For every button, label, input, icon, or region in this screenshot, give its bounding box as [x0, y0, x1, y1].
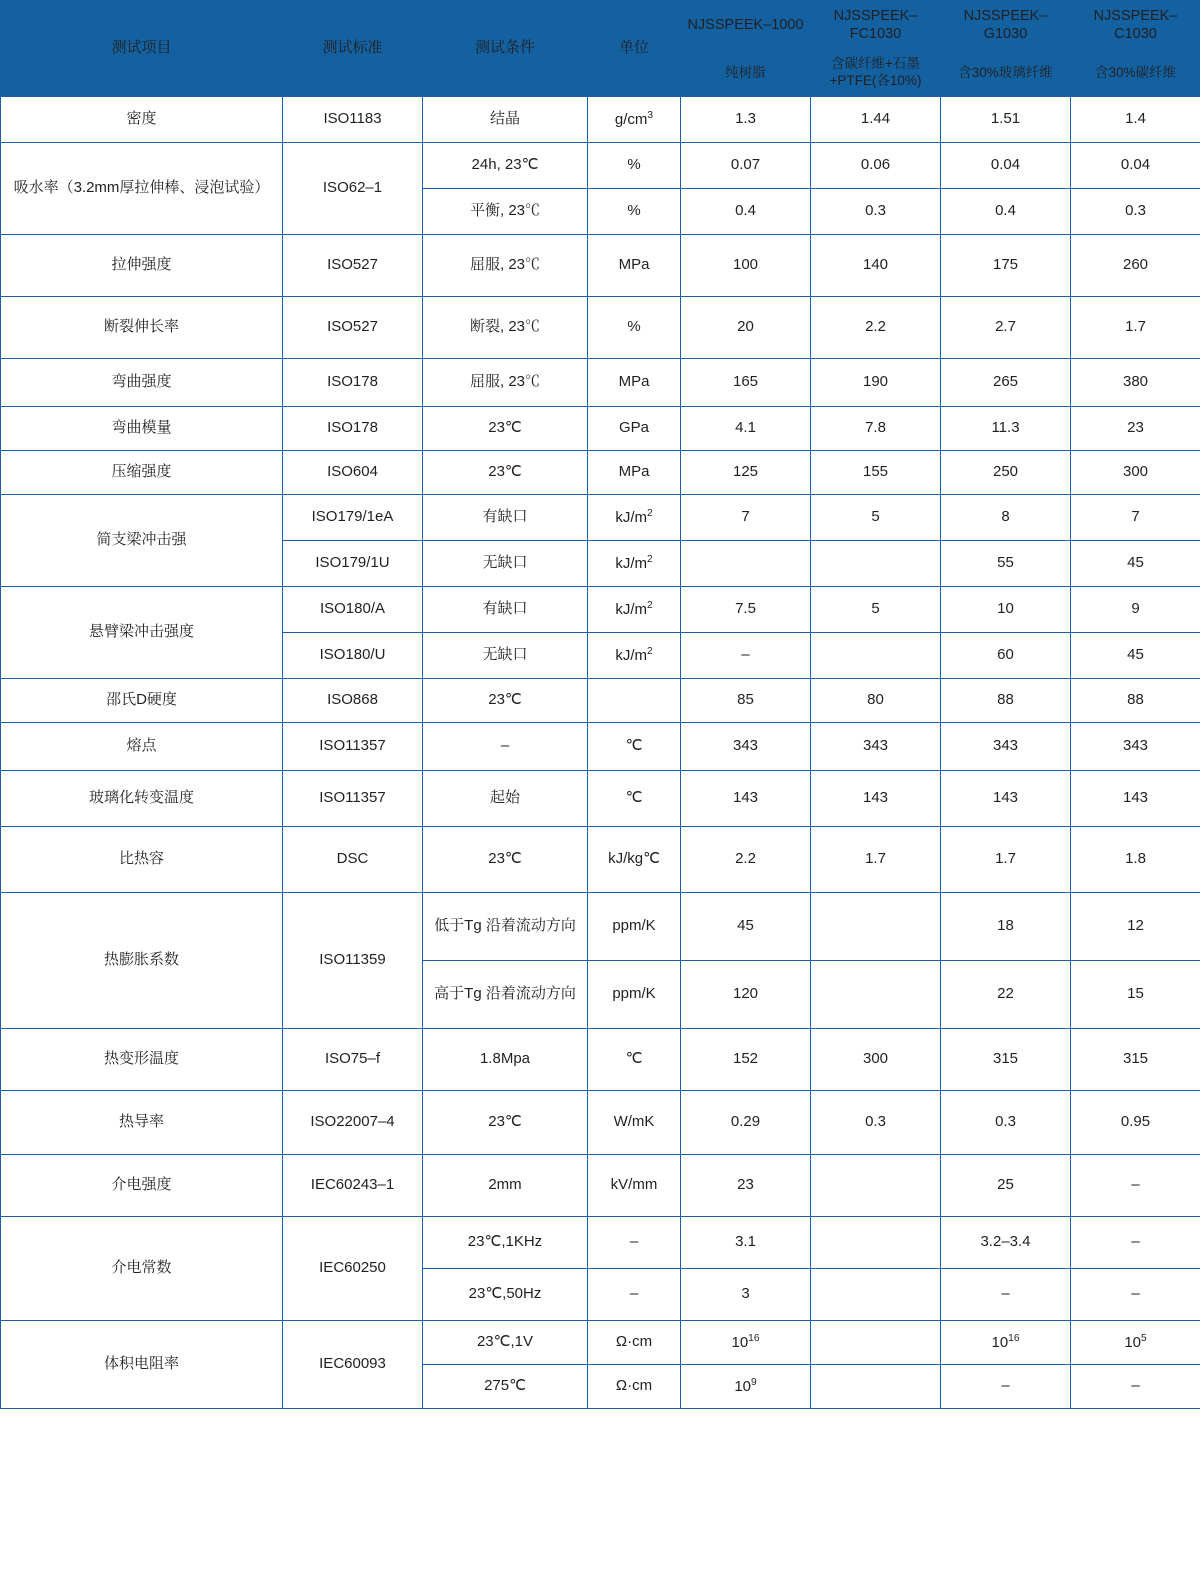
table-row: [1, 1321, 1200, 1365]
cell-value: 45: [1071, 541, 1200, 587]
cell-unit: %: [588, 189, 681, 235]
cell-unit: MPa: [588, 235, 681, 297]
cell-test-condition: 1.8Mpa: [423, 1029, 588, 1091]
cell-value: 0.95: [1071, 1091, 1200, 1155]
cell-value: 140: [811, 235, 941, 297]
cell-value: 1.3: [681, 97, 811, 143]
header-condition: 测试条件: [423, 1, 588, 97]
cell-value: 0.07: [681, 143, 811, 189]
cell-test-standard: ISO180/U: [283, 633, 423, 679]
cell-unit: ℃: [588, 1029, 681, 1091]
table-row: [1, 587, 1200, 633]
cell-unit: $kJ/m^2$: [588, 495, 681, 541]
cell-value: 88: [1071, 679, 1200, 723]
cell-test-standard: ISO1183: [283, 97, 423, 143]
cell-test-standard: IEC60093: [283, 1321, 423, 1409]
cell-value: 0.4: [941, 189, 1071, 235]
cell-test-condition: 23℃: [423, 451, 588, 495]
header-product-desc-1: 纯树脂: [681, 50, 811, 97]
cell-value: 1.7: [941, 827, 1071, 893]
cell-unit: ℃: [588, 771, 681, 827]
cell-value: 7.5: [681, 587, 811, 633]
cell-unit: $kJ/m^2$: [588, 633, 681, 679]
cell-value: 5: [811, 587, 941, 633]
cell-test-item: 体积电阻率: [1, 1321, 283, 1409]
cell-value: [811, 1269, 941, 1321]
header-unit: 单位: [588, 1, 681, 97]
cell-test-condition: 23℃: [423, 1091, 588, 1155]
cell-test-condition: 2mm: [423, 1155, 588, 1217]
cell-test-condition: 断裂, 23℃: [423, 297, 588, 359]
cell-value: 88: [941, 679, 1071, 723]
cell-test-standard: ISO11359: [283, 893, 423, 1029]
cell-test-condition: 结晶: [423, 97, 588, 143]
cell-value: 7: [1071, 495, 1200, 541]
cell-test-standard: DSC: [283, 827, 423, 893]
cell-test-item: 弯曲模量: [1, 407, 283, 451]
cell-value: [811, 1365, 941, 1409]
table-row: [1, 297, 1200, 359]
cell-test-standard: ISO179/1U: [283, 541, 423, 587]
cell-test-condition: 有缺口: [423, 495, 588, 541]
cell-value: 265: [941, 359, 1071, 407]
cell-test-condition: 屈服, 23℃: [423, 359, 588, 407]
cell-value: 1.7: [1071, 297, 1200, 359]
cell-value: [811, 1155, 941, 1217]
cell-value: $10^9$: [681, 1365, 811, 1409]
cell-test-condition: 23℃,50Hz: [423, 1269, 588, 1321]
cell-value: 23: [681, 1155, 811, 1217]
table-row: [1, 893, 1200, 961]
cell-test-standard: ISO868: [283, 679, 423, 723]
cell-test-condition: 平衡, 23℃: [423, 189, 588, 235]
cell-value: 1.44: [811, 97, 941, 143]
cell-value: 7.8: [811, 407, 941, 451]
cell-value: 343: [681, 723, 811, 771]
cell-value: 0.3: [941, 1091, 1071, 1155]
header-product-1: NJSSPEEK–1000: [681, 1, 811, 50]
cell-value: 55: [941, 541, 1071, 587]
cell-test-standard: IEC60243–1: [283, 1155, 423, 1217]
cell-value: 120: [681, 961, 811, 1029]
header-row-primary: [1, 1, 1200, 50]
cell-value: 1.7: [811, 827, 941, 893]
header-product-2: NJSSPEEK–FC1030: [811, 1, 941, 50]
cell-value: 100: [681, 235, 811, 297]
cell-value: –: [941, 1269, 1071, 1321]
cell-test-condition: 23℃: [423, 679, 588, 723]
table-row: [1, 1029, 1200, 1091]
cell-value: 0.4: [681, 189, 811, 235]
cell-test-item: 拉伸强度: [1, 235, 283, 297]
cell-test-condition: 23℃: [423, 407, 588, 451]
cell-unit: $kJ/m^2$: [588, 541, 681, 587]
cell-value: 18: [941, 893, 1071, 961]
table-row: [1, 495, 1200, 541]
cell-test-condition: 有缺口: [423, 587, 588, 633]
cell-test-standard: ISO178: [283, 407, 423, 451]
cell-value: –: [941, 1365, 1071, 1409]
cell-test-item: 压缩强度: [1, 451, 283, 495]
cell-test-item: 吸水率（3.2mm厚拉伸棒、浸泡试验）: [1, 143, 283, 235]
cell-test-item: 邵氏D硬度: [1, 679, 283, 723]
cell-test-standard: ISO75–f: [283, 1029, 423, 1091]
table-row: [1, 679, 1200, 723]
cell-unit: ppm/K: [588, 893, 681, 961]
cell-test-standard: ISO180/A: [283, 587, 423, 633]
cell-test-item: 玻璃化转变温度: [1, 771, 283, 827]
cell-value: 0.29: [681, 1091, 811, 1155]
cell-value: 22: [941, 961, 1071, 1029]
cell-value: 315: [941, 1029, 1071, 1091]
cell-test-condition: 23℃: [423, 827, 588, 893]
table-row: [1, 723, 1200, 771]
cell-test-condition: 无缺口: [423, 541, 588, 587]
cell-value: [811, 893, 941, 961]
cell-value: 315: [1071, 1029, 1200, 1091]
cell-test-standard: ISO604: [283, 451, 423, 495]
cell-value: [811, 1217, 941, 1269]
header-product-desc-2: 含碳纤维+石墨+PTFE(各10%): [811, 50, 941, 97]
cell-value: 0.3: [1071, 189, 1200, 235]
cell-value: 380: [1071, 359, 1200, 407]
table-row: [1, 235, 1200, 297]
table-header: [1, 1, 1200, 97]
cell-value: 0.04: [941, 143, 1071, 189]
table-body: [1, 97, 1200, 1409]
cell-unit: %: [588, 297, 681, 359]
cell-value: 45: [1071, 633, 1200, 679]
cell-value: 300: [1071, 451, 1200, 495]
cell-value: 1.51: [941, 97, 1071, 143]
cell-unit: kJ/kg℃: [588, 827, 681, 893]
cell-test-item: 密度: [1, 97, 283, 143]
cell-test-item: 简支梁冲击强: [1, 495, 283, 587]
cell-value: 1.4: [1071, 97, 1200, 143]
header-product-4: NJSSPEEK–C1030: [1071, 1, 1200, 50]
cell-unit: kV/mm: [588, 1155, 681, 1217]
table-row: [1, 1217, 1200, 1269]
cell-unit: [588, 679, 681, 723]
cell-value: [811, 1321, 941, 1365]
cell-value: 260: [1071, 235, 1200, 297]
cell-value: 343: [941, 723, 1071, 771]
cell-test-item: 悬臂梁冲击强度: [1, 587, 283, 679]
cell-value: 15: [1071, 961, 1200, 1029]
cell-test-standard: ISO11357: [283, 723, 423, 771]
table-row: [1, 359, 1200, 407]
cell-test-item: 比热容: [1, 827, 283, 893]
table-row: [1, 771, 1200, 827]
cell-unit: ℃: [588, 723, 681, 771]
cell-value: 45: [681, 893, 811, 961]
header-product-desc-3: 含30%玻璃纤维: [941, 50, 1071, 97]
cell-value: 20: [681, 297, 811, 359]
header-item: 测试项目: [1, 1, 283, 97]
cell-value: –: [1071, 1269, 1200, 1321]
cell-test-condition: 无缺口: [423, 633, 588, 679]
cell-test-condition: 高于Tg 沿着流动方向: [423, 961, 588, 1029]
cell-value: 7: [681, 495, 811, 541]
cell-test-condition: 起始: [423, 771, 588, 827]
cell-test-item: 热膨胀系数: [1, 893, 283, 1029]
cell-value: 0.3: [811, 189, 941, 235]
table-row: [1, 451, 1200, 495]
cell-test-condition: –: [423, 723, 588, 771]
cell-value: 175: [941, 235, 1071, 297]
cell-test-standard: ISO11357: [283, 771, 423, 827]
cell-value: 9: [1071, 587, 1200, 633]
cell-value: [811, 541, 941, 587]
cell-value: 23: [1071, 407, 1200, 451]
cell-value: 155: [811, 451, 941, 495]
cell-unit: Ω·cm: [588, 1321, 681, 1365]
cell-value: 143: [1071, 771, 1200, 827]
cell-value: 0.06: [811, 143, 941, 189]
cell-unit: $g/cm^3$: [588, 97, 681, 143]
cell-test-condition: 23℃,1KHz: [423, 1217, 588, 1269]
cell-test-standard: ISO178: [283, 359, 423, 407]
cell-value: 85: [681, 679, 811, 723]
cell-value: 250: [941, 451, 1071, 495]
header-standard: 测试标准: [283, 1, 423, 97]
cell-value: 3.1: [681, 1217, 811, 1269]
cell-unit: –: [588, 1269, 681, 1321]
cell-value: 125: [681, 451, 811, 495]
cell-unit: $kJ/m^2$: [588, 587, 681, 633]
cell-test-condition: 低于Tg 沿着流动方向: [423, 893, 588, 961]
cell-value: 12: [1071, 893, 1200, 961]
table-row: [1, 827, 1200, 893]
cell-value: 3: [681, 1269, 811, 1321]
cell-test-condition: 24h, 23℃: [423, 143, 588, 189]
cell-test-item: 介电强度: [1, 1155, 283, 1217]
cell-value: –: [1071, 1155, 1200, 1217]
cell-unit: GPa: [588, 407, 681, 451]
cell-unit: ppm/K: [588, 961, 681, 1029]
cell-unit: MPa: [588, 451, 681, 495]
cell-value: 2.2: [681, 827, 811, 893]
table-row: [1, 407, 1200, 451]
cell-value: 190: [811, 359, 941, 407]
header-product-desc-4: 含30%碳纤维: [1071, 50, 1200, 97]
cell-value: 143: [681, 771, 811, 827]
cell-value: 25: [941, 1155, 1071, 1217]
header-product-3: NJSSPEEK–G1030: [941, 1, 1071, 50]
cell-test-item: 熔点: [1, 723, 283, 771]
cell-test-item: 热导率: [1, 1091, 283, 1155]
cell-value: 1.8: [1071, 827, 1200, 893]
cell-value: 343: [811, 723, 941, 771]
cell-value: [811, 633, 941, 679]
cell-value: –: [1071, 1365, 1200, 1409]
cell-value: $10^5$: [1071, 1321, 1200, 1365]
table-row: [1, 1091, 1200, 1155]
cell-value: 0.3: [811, 1091, 941, 1155]
cell-test-item: 热变形温度: [1, 1029, 283, 1091]
cell-value: 165: [681, 359, 811, 407]
cell-value: 5: [811, 495, 941, 541]
cell-unit: Ω·cm: [588, 1365, 681, 1409]
cell-test-item: 介电常数: [1, 1217, 283, 1321]
cell-value: $10^{16}$: [681, 1321, 811, 1365]
table-row: [1, 97, 1200, 143]
cell-test-standard: ISO179/1eA: [283, 495, 423, 541]
cell-value: 10: [941, 587, 1071, 633]
cell-test-item: 弯曲强度: [1, 359, 283, 407]
cell-test-standard: ISO527: [283, 297, 423, 359]
cell-test-item: 断裂伸长率: [1, 297, 283, 359]
cell-value: 60: [941, 633, 1071, 679]
cell-test-standard: ISO22007–4: [283, 1091, 423, 1155]
cell-value: 300: [811, 1029, 941, 1091]
cell-value: 143: [811, 771, 941, 827]
cell-unit: –: [588, 1217, 681, 1269]
cell-value: 4.1: [681, 407, 811, 451]
cell-value: [811, 961, 941, 1029]
cell-value: 343: [1071, 723, 1200, 771]
cell-value: 2.7: [941, 297, 1071, 359]
cell-unit: MPa: [588, 359, 681, 407]
cell-test-standard: ISO62–1: [283, 143, 423, 235]
cell-value: 8: [941, 495, 1071, 541]
cell-unit: W/mK: [588, 1091, 681, 1155]
table-row: [1, 143, 1200, 189]
cell-test-condition: 23℃,1V: [423, 1321, 588, 1365]
cell-test-standard: IEC60250: [283, 1217, 423, 1321]
cell-value: 11.3: [941, 407, 1071, 451]
cell-value: 2.2: [811, 297, 941, 359]
table-row: [1, 1155, 1200, 1217]
cell-test-condition: 275℃: [423, 1365, 588, 1409]
cell-value: 3.2–3.4: [941, 1217, 1071, 1269]
cell-value: –: [681, 633, 811, 679]
cell-value: [681, 541, 811, 587]
cell-unit: %: [588, 143, 681, 189]
cell-value: 80: [811, 679, 941, 723]
cell-value: –: [1071, 1217, 1200, 1269]
cell-value: 143: [941, 771, 1071, 827]
cell-test-standard: ISO527: [283, 235, 423, 297]
cell-value: 152: [681, 1029, 811, 1091]
cell-test-condition: 屈服, 23℃: [423, 235, 588, 297]
cell-value: 0.04: [1071, 143, 1200, 189]
cell-value: $10^{16}$: [941, 1321, 1071, 1365]
